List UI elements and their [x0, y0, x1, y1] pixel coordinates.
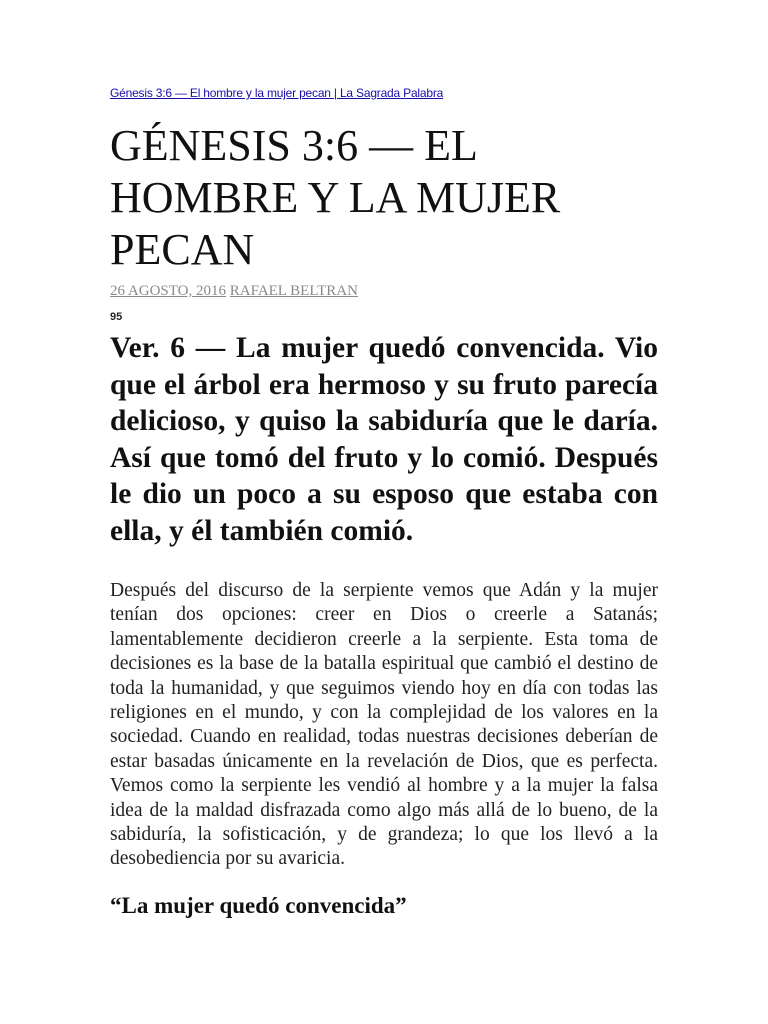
article-title: GÉNESIS 3:6 — EL HOMBRE Y LA MUJER PECAN [110, 121, 561, 274]
comment-count: 95 [110, 311, 123, 323]
article-meta [110, 283, 358, 300]
article-date[interactable]: 26 AGOSTO, 2016 [110, 283, 226, 299]
body-paragraph: Después del discurso de la serpiente vemos que Adán y la mujer tenían dos opciones: creer en Dios o creerle a Satanás; lamentablemente decidieron creerle a la serpiente. Esta toma de decisiones es la base de la batalla espiritual que cambió el destino de toda la humanidad, y que seguimos viendo hoy en día con todas las religiones en el mundo, y con la complejidad de los valores en la sociedad. Cuando en realidad, todas nuestras decisiones deberían de estar basadas únicamente en la revelación de Dios, que es perfecta. Vemos como la serpiente les vendió al hombre y a la mujer la falsa idea de la maldad disfrazada como algo más allá de lo bueno, de la sabiduría, la sofisticación, y de grandeza; lo que los llevó a la desobediencia por su avaricia. [110, 580, 658, 870]
source-link[interactable]: Génesis 3:6 — El hombre y la mujer pecan | La Sagrada Palabra [110, 86, 444, 100]
section-subheading: “La mujer quedó convencida” [110, 893, 407, 918]
verse-quote: Ver. 6 — La mujer quedó convencida. Vio que el árbol era hermoso y su fruto parecía delicioso, y quiso la sabiduría que le daría. Así que tomó del fruto y lo comió. Después le dio un poco a su esposo que estaba con ella, y él también comió. [110, 332, 658, 547]
article-author[interactable]: RAFAEL BELTRAN [229, 283, 358, 299]
